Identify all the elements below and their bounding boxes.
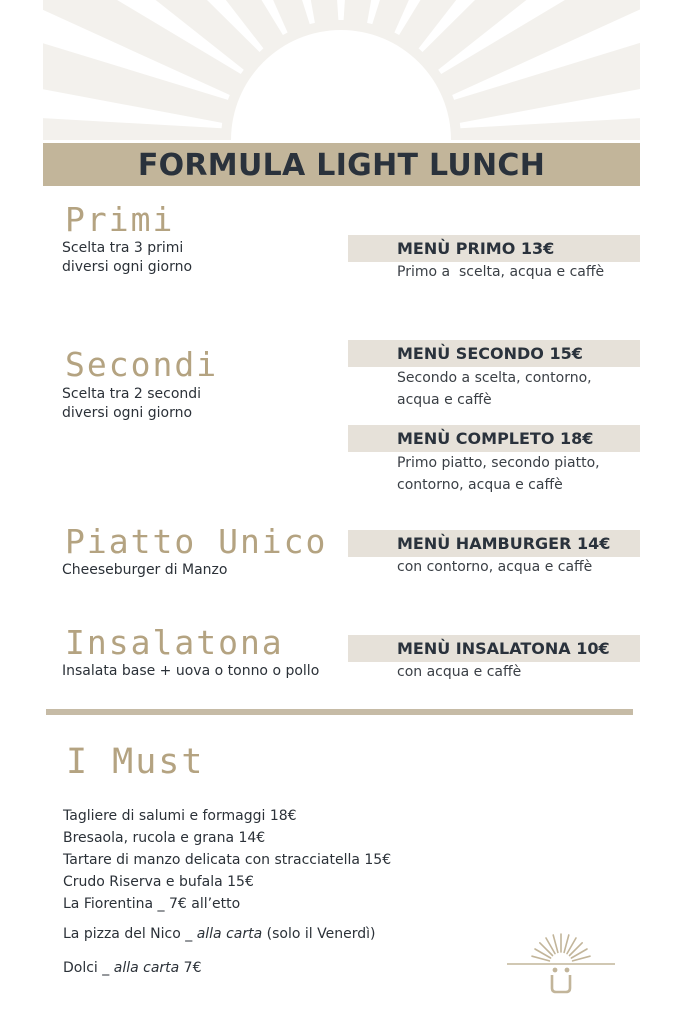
dolci-line [63,957,202,979]
menu-desc-primo [397,261,604,283]
section-desc-line: Insalata base + uova o tonno o pollo [62,663,320,679]
menu-desc-line: con contorno, acqua e caffè [397,559,593,575]
dolci-suffix: 7€ [179,960,202,976]
sunrise-u-logo-icon [505,920,617,995]
menu-name-completo: MENÙ COMPLETO 18€ [397,429,594,448]
pizza-italic: alla carta [196,926,263,942]
section-title-insalatona: Insalatona [65,623,284,662]
menu-desc-hamburger [397,556,592,578]
section-divider [46,709,633,715]
sunburst-decoration [43,0,640,140]
dolci-italic: alla carta [113,960,180,976]
logo-ray [553,935,558,952]
section-desc-piatto-unico [62,561,227,580]
must-item: Bresaola, rucola e grana 14€ [63,830,266,846]
pizza-prefix: La pizza del Nico _ [63,926,197,942]
menu-name-hamburger: MENÙ HAMBURGER 14€ [397,534,611,553]
section-desc-secondi [62,385,201,423]
menu-desc-line: con acqua e caffè [397,664,522,680]
menu-name-insalatona: MENÙ INSALATONA 10€ [397,639,610,658]
logo-ray [532,956,549,961]
menu-desc-line: contorno, acqua e caffè [397,477,563,493]
pizza-suffix: (solo il Venerdì) [262,926,376,942]
menu-desc-completo [397,452,600,496]
section-title-piatto-unico: Piatto Unico [65,522,328,561]
section-desc-insalatona [62,662,319,681]
section-desc-line: diversi ogni giorno [62,259,193,275]
must-item: La Fiorentina _ 7€ all’etto [63,896,241,912]
must-list [63,805,391,915]
must-item: Tagliere di salumi e formaggi 18€ [63,808,297,824]
page-title: FORMULA LIGHT LUNCH [137,148,546,183]
pizza-line [63,923,375,945]
menu-desc-insalatona [397,661,521,683]
menu-desc-line: Primo piatto, secondo piatto, [397,455,600,471]
section-desc-line: Cheeseburger di Manzo [62,562,228,578]
menu-desc-line: Secondo a scelta, contorno, [397,370,592,386]
menu-name-secondo: MENÙ SECONDO 15€ [397,344,583,363]
logo-ray [573,956,590,961]
must-item: Tartare di manzo delicata con stracciatella 15€ [63,852,392,868]
logo-ray [564,935,569,952]
menu-desc-line: acqua e caffè [397,392,492,408]
section-title-secondi: Secondi [65,345,219,384]
section-desc-line: diversi ogni giorno [62,405,193,421]
menu-desc-secondo [397,367,592,411]
must-item: Crudo Riserva e bufala 15€ [63,874,254,890]
section-desc-line: Scelta tra 3 primi [62,240,184,256]
menu-desc-line: Primo a scelta, acqua e caffè [397,264,605,280]
menu-name-primo: MENÙ PRIMO 13€ [397,239,555,258]
section-desc-primi [62,239,192,277]
dolci-prefix: Dolci _ [63,960,114,976]
section-title-primi: Primi [65,200,175,239]
section-desc-line: Scelta tra 2 secondi [62,386,202,402]
must-title: I Must [66,742,205,782]
